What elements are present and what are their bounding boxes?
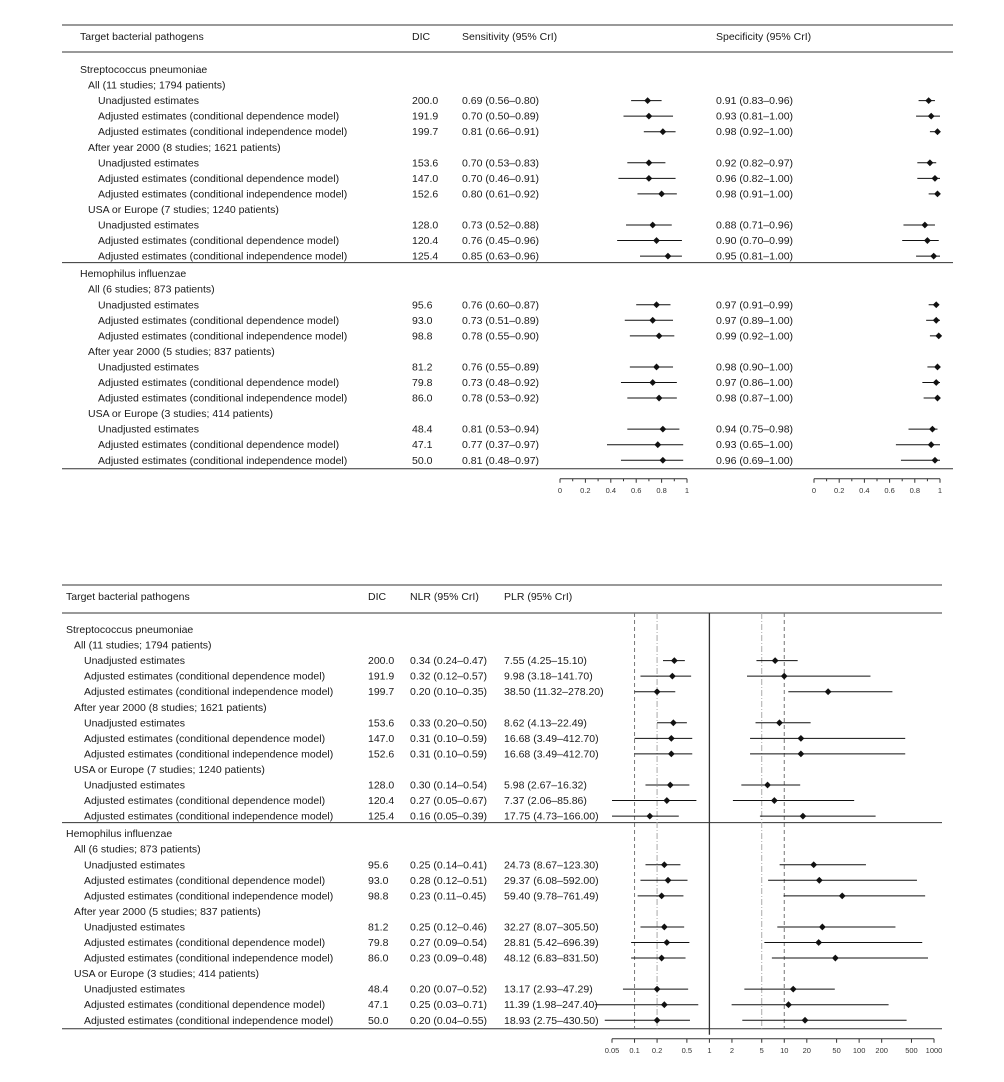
- row-estimate-2: 7.55 (4.25–15.10): [504, 655, 587, 668]
- row-dic: 98.8: [412, 330, 433, 343]
- row-label: Adjusted estimates (conditional independence model): [84, 748, 334, 761]
- row-dic: 152.6: [368, 748, 395, 761]
- subgroup-name: After year 2000 (8 studies; 1621 patients): [88, 141, 281, 154]
- row-estimate-1: 0.76 (0.60–0.87): [462, 299, 540, 312]
- point-estimate-2: [816, 877, 823, 884]
- subgroup-name: After year 2000 (5 studies; 837 patients): [88, 345, 275, 358]
- group-name: Hemophilus influenzae: [66, 828, 173, 841]
- row-estimate-1: 0.76 (0.45–0.96): [462, 235, 540, 248]
- axis-tick-label: 0.8: [656, 485, 667, 495]
- row-estimate-2: 0.95 (0.81–1.00): [716, 250, 794, 263]
- row-estimate-2: 17.75 (4.73–166.00): [504, 810, 599, 823]
- row-dic: 79.8: [368, 937, 389, 949]
- row-label: Adjusted estimates (conditional independence model): [98, 250, 348, 263]
- row-estimate-2: 0.98 (0.90–1.00): [716, 361, 794, 374]
- axis-tick-label: 0.5: [681, 1045, 693, 1055]
- subgroup-name: All (11 studies; 1794 patients): [88, 79, 226, 92]
- subgroup-name: After year 2000 (8 studies; 1621 patients): [74, 701, 267, 714]
- row-estimate-1: 0.20 (0.07–0.52): [410, 983, 488, 996]
- row-dic: 153.6: [412, 157, 439, 170]
- row-estimate-1: 0.20 (0.10–0.35): [410, 686, 488, 699]
- row-estimate-1: 0.73 (0.51–0.89): [462, 314, 540, 327]
- point-estimate-2: [927, 159, 934, 166]
- header-est1: NLR (95% CrI): [410, 591, 479, 603]
- row-estimate-1: 0.70 (0.46–0.91): [462, 172, 540, 185]
- row-estimate-2: 38.50 (11.32–278.20): [504, 686, 604, 699]
- row-estimate-2: 0.97 (0.86–1.00): [716, 377, 794, 389]
- point-estimate-2: [932, 175, 939, 182]
- row-estimate-1: 0.73 (0.52–0.88): [462, 219, 540, 232]
- row-dic: 86.0: [412, 392, 433, 405]
- point-estimate-2: [933, 317, 940, 324]
- row-label: Unadjusted estimates: [84, 983, 185, 996]
- row-estimate-2: 0.99 (0.92–1.00): [716, 330, 794, 343]
- row-estimate-2: 11.39 (1.98–247.40): [504, 999, 598, 1012]
- axis-tick-label: 0.2: [651, 1045, 663, 1055]
- row-label: Adjusted estimates (conditional independence model): [84, 686, 334, 699]
- row-estimate-2: 8.62 (4.13–22.49): [504, 717, 587, 730]
- row-label: Unadjusted estimates: [84, 779, 185, 792]
- row-estimate-2: 0.98 (0.91–1.00): [716, 188, 794, 201]
- point-estimate-1: [653, 364, 660, 371]
- header-dic: DIC: [368, 591, 387, 603]
- subgroup-name: All (6 studies; 873 patients): [88, 283, 215, 296]
- point-estimate-1: [654, 986, 661, 993]
- row-estimate-1: 0.69 (0.56–0.80): [462, 95, 540, 108]
- row-estimate-2: 0.94 (0.75–0.98): [716, 423, 794, 436]
- subgroup-name: After year 2000 (5 studies; 837 patients): [74, 905, 261, 918]
- row-dic: 50.0: [368, 1014, 389, 1027]
- point-estimate-1: [649, 317, 656, 324]
- row-estimate-2: 16.68 (3.49–412.70): [504, 732, 599, 745]
- axis-tick-label: 0.6: [884, 485, 895, 495]
- row-label: Unadjusted estimates: [84, 655, 185, 668]
- point-estimate-1: [661, 1001, 668, 1008]
- point-estimate-1: [665, 253, 672, 260]
- row-estimate-1: 0.73 (0.48–0.92): [462, 377, 540, 389]
- row-estimate-2: 48.12 (6.83–831.50): [504, 952, 599, 965]
- subgroup-name: USA or Europe (7 studies; 1240 patients): [88, 203, 279, 216]
- point-estimate-1: [654, 441, 661, 448]
- row-dic: 128.0: [368, 779, 395, 792]
- row-dic: 95.6: [368, 859, 389, 872]
- point-estimate-1: [659, 426, 666, 433]
- row-estimate-2: 13.17 (2.93–47.29): [504, 983, 593, 996]
- row-label: Adjusted estimates (conditional dependence model): [98, 314, 340, 327]
- point-estimate-1: [646, 813, 653, 820]
- row-dic: 125.4: [368, 810, 395, 823]
- row-dic: 200.0: [368, 655, 395, 668]
- row-estimate-1: 0.77 (0.37–0.97): [462, 439, 540, 452]
- point-estimate-2: [832, 955, 839, 962]
- row-estimate-2: 18.93 (2.75–430.50): [504, 1014, 599, 1027]
- forest-plot-1: [62, 25, 953, 495]
- row-label: Adjusted estimates (conditional independence model): [98, 126, 348, 139]
- row-label: Unadjusted estimates: [98, 219, 199, 232]
- row-label: Adjusted estimates (conditional dependence model): [84, 874, 326, 887]
- point-estimate-2: [934, 191, 941, 198]
- row-dic: 98.8: [368, 890, 389, 903]
- point-estimate-2: [924, 237, 931, 244]
- row-label: Unadjusted estimates: [98, 299, 199, 312]
- axis-tick-label: 2: [729, 1045, 735, 1055]
- row-dic: 120.4: [412, 235, 439, 248]
- row-label: Adjusted estimates (conditional independence model): [84, 952, 334, 965]
- axis-tick-label: 1: [707, 1045, 712, 1055]
- row-label: Adjusted estimates (conditional dependence model): [84, 795, 326, 808]
- row-estimate-1: 0.78 (0.55–0.90): [462, 330, 540, 343]
- row-dic: 120.4: [368, 795, 395, 808]
- point-estimate-1: [646, 159, 653, 166]
- axis-tick-label: 0: [557, 485, 563, 495]
- row-dic: 147.0: [412, 172, 439, 185]
- row-dic: 147.0: [368, 732, 395, 745]
- point-estimate-1: [654, 1017, 661, 1024]
- axis-tick-label: 1: [937, 485, 943, 495]
- header-label: Target bacterial pathogens: [80, 31, 204, 43]
- row-dic: 81.2: [368, 921, 389, 934]
- point-estimate-2: [772, 657, 779, 664]
- row-label: Adjusted estimates (conditional dependence model): [84, 999, 326, 1012]
- point-estimate-2: [798, 751, 805, 758]
- group-name: Streptococcus pneumoniae: [80, 64, 208, 76]
- point-estimate-2: [815, 939, 822, 946]
- row-label: Adjusted estimates (conditional independence model): [84, 810, 334, 823]
- row-dic: 128.0: [412, 219, 439, 232]
- row-estimate-1: 0.27 (0.05–0.67): [410, 795, 488, 808]
- row-estimate-1: 0.34 (0.24–0.47): [410, 655, 488, 668]
- row-estimate-1: 0.31 (0.10–0.59): [410, 732, 488, 745]
- header-est1: Sensitivity (95% CrI): [462, 31, 558, 43]
- row-estimate-2: 9.98 (3.18–141.70): [504, 670, 593, 683]
- row-estimate-2: 29.37 (6.08–592.00): [504, 874, 599, 887]
- point-estimate-2: [930, 253, 937, 260]
- row-dic: 93.0: [412, 314, 433, 327]
- point-estimate-1: [653, 301, 660, 308]
- subgroup-name: USA or Europe (7 studies; 1240 patients): [74, 763, 265, 776]
- axis-tick-label: 10: [780, 1045, 789, 1055]
- row-estimate-1: 0.78 (0.53–0.92): [462, 392, 540, 405]
- point-estimate-2: [839, 892, 846, 899]
- axis-tick-label: 0: [811, 485, 817, 495]
- row-label: Unadjusted estimates: [98, 157, 199, 170]
- point-estimate-1: [663, 939, 670, 946]
- row-dic: 95.6: [412, 299, 433, 312]
- point-estimate-1: [646, 113, 653, 120]
- header-est2: Specificity (95% CrI): [716, 31, 812, 43]
- point-estimate-2: [928, 113, 935, 120]
- point-estimate-1: [658, 191, 665, 198]
- axis-tick-label: 0.6: [630, 485, 642, 495]
- row-estimate-1: 0.32 (0.12–0.57): [410, 670, 488, 683]
- row-label: Unadjusted estimates: [98, 423, 199, 436]
- row-dic: 48.4: [412, 423, 433, 436]
- group-name: Streptococcus pneumoniae: [66, 624, 194, 636]
- x-axis-sensitivity: [558, 479, 689, 495]
- axis-tick-label: 0.4: [605, 485, 617, 495]
- row-label: Adjusted estimates (conditional dependence model): [84, 732, 326, 745]
- row-estimate-2: 0.97 (0.91–0.99): [716, 299, 794, 312]
- axis-tick-label: 1: [684, 485, 690, 495]
- point-estimate-2: [798, 735, 805, 742]
- row-dic: 191.9: [368, 670, 395, 683]
- point-estimate-2: [935, 332, 942, 339]
- axis-tick-label: 0.05: [604, 1045, 620, 1055]
- axis-tick-label: 50: [832, 1045, 841, 1055]
- axis-tick-label: 0.1: [629, 1045, 640, 1055]
- subgroup-name: All (6 studies; 873 patients): [74, 843, 201, 856]
- row-estimate-2: 0.96 (0.82–1.00): [716, 172, 794, 185]
- row-estimate-1: 0.23 (0.11–0.45): [410, 890, 487, 903]
- forest-plot-2: [62, 585, 942, 1055]
- axis-tick-label: 200: [875, 1045, 888, 1055]
- row-label: Unadjusted estimates: [98, 95, 199, 108]
- row-estimate-2: 59.40 (9.78–761.49): [504, 890, 599, 903]
- point-estimate-2: [785, 1001, 792, 1008]
- row-estimate-1: 0.81 (0.48–0.97): [462, 454, 540, 467]
- row-estimate-2: 16.68 (3.49–412.70): [504, 748, 599, 761]
- point-estimate-1: [668, 751, 675, 758]
- header-est2: PLR (95% CrI): [504, 591, 573, 603]
- point-estimate-1: [669, 673, 676, 680]
- row-label: Adjusted estimates (conditional dependence model): [98, 235, 340, 248]
- point-estimate-1: [661, 861, 668, 868]
- point-estimate-1: [670, 719, 677, 726]
- row-label: Adjusted estimates (conditional independence model): [98, 330, 348, 343]
- point-estimate-1: [661, 924, 668, 931]
- point-estimate-1: [658, 955, 665, 962]
- axis-tick-label: 20: [802, 1045, 811, 1055]
- row-estimate-1: 0.76 (0.55–0.89): [462, 361, 540, 374]
- row-dic: 200.0: [412, 95, 439, 108]
- point-estimate-2: [776, 719, 783, 726]
- point-estimate-2: [933, 379, 940, 386]
- row-estimate-1: 0.28 (0.12–0.51): [410, 874, 488, 887]
- row-label: Adjusted estimates (conditional dependence model): [84, 670, 326, 683]
- point-estimate-2: [771, 797, 778, 804]
- point-estimate-1: [653, 237, 660, 244]
- axis-tick-label: 0.2: [833, 485, 845, 495]
- row-estimate-1: 0.85 (0.63–0.96): [462, 250, 540, 263]
- axis-tick-label: 1000: [925, 1045, 943, 1055]
- row-estimate-2: 32.27 (8.07–305.50): [504, 921, 599, 934]
- row-label: Unadjusted estimates: [84, 717, 185, 730]
- point-estimate-1: [646, 175, 653, 182]
- point-estimate-2: [921, 222, 928, 229]
- row-dic: 79.8: [412, 377, 433, 389]
- point-estimate-1: [656, 332, 663, 339]
- row-dic: 48.4: [368, 983, 389, 996]
- row-estimate-1: 0.25 (0.03–0.71): [410, 999, 488, 1012]
- x-axis-specificity: [812, 479, 942, 495]
- row-estimate-1: 0.31 (0.10–0.59): [410, 748, 488, 761]
- point-estimate-1: [667, 782, 674, 789]
- row-dic: 47.1: [368, 999, 389, 1012]
- row-estimate-1: 0.20 (0.04–0.55): [410, 1014, 488, 1027]
- point-estimate-2: [934, 364, 941, 371]
- point-estimate-2: [934, 128, 941, 135]
- point-estimate-2: [928, 441, 935, 448]
- row-estimate-1: 0.25 (0.12–0.46): [410, 921, 488, 934]
- row-label: Adjusted estimates (conditional dependence model): [84, 937, 326, 949]
- row-label: Adjusted estimates (conditional independence model): [98, 454, 348, 467]
- point-estimate-1: [659, 457, 666, 464]
- group-name: Hemophilus influenzae: [80, 268, 187, 281]
- row-estimate-1: 0.81 (0.66–0.91): [462, 126, 540, 139]
- subgroup-name: USA or Europe (3 studies; 414 patients): [74, 968, 260, 981]
- row-label: Unadjusted estimates: [84, 921, 185, 934]
- row-dic: 153.6: [368, 717, 395, 730]
- row-dic: 191.9: [412, 110, 439, 123]
- row-estimate-2: 0.98 (0.87–1.00): [716, 392, 794, 405]
- row-dic: 47.1: [412, 439, 433, 452]
- row-estimate-1: 0.70 (0.50–0.89): [462, 110, 540, 123]
- axis-tick-label: 0.4: [859, 485, 870, 495]
- point-estimate-2: [929, 426, 936, 433]
- point-estimate-2: [800, 813, 807, 820]
- row-estimate-1: 0.27 (0.09–0.54): [410, 937, 488, 949]
- point-estimate-2: [932, 457, 939, 464]
- point-estimate-1: [644, 97, 651, 104]
- row-estimate-2: 0.96 (0.69–1.00): [716, 454, 794, 467]
- point-estimate-2: [933, 301, 940, 308]
- row-dic: 199.7: [412, 126, 439, 139]
- row-label: Adjusted estimates (conditional independence model): [98, 392, 348, 405]
- point-estimate-2: [764, 782, 771, 789]
- point-estimate-1: [668, 735, 675, 742]
- point-estimate-1: [649, 379, 656, 386]
- row-label: Adjusted estimates (conditional dependence model): [98, 377, 340, 389]
- row-label: Adjusted estimates (conditional independence model): [84, 890, 334, 903]
- axis-tick-label: 500: [905, 1045, 918, 1055]
- row-dic: 50.0: [412, 454, 433, 467]
- row-dic: 199.7: [368, 686, 395, 699]
- row-estimate-1: 0.80 (0.61–0.92): [462, 188, 540, 201]
- point-estimate-2: [781, 673, 788, 680]
- row-estimate-2: 5.98 (2.67–16.32): [504, 779, 587, 792]
- point-estimate-1: [658, 892, 665, 899]
- point-estimate-2: [825, 688, 832, 695]
- row-label: Adjusted estimates (conditional independence model): [84, 1014, 334, 1027]
- row-label: Adjusted estimates (conditional dependence model): [98, 439, 340, 452]
- point-estimate-1: [659, 128, 666, 135]
- row-dic: 86.0: [368, 952, 389, 965]
- subgroup-name: USA or Europe (3 studies; 414 patients): [88, 408, 274, 421]
- row-estimate-2: 24.73 (8.67–123.30): [504, 859, 599, 872]
- subgroup-name: All (11 studies; 1794 patients): [74, 639, 212, 652]
- point-estimate-2: [790, 986, 797, 993]
- row-estimate-1: 0.70 (0.53–0.83): [462, 157, 540, 170]
- row-label: Unadjusted estimates: [84, 859, 185, 872]
- row-estimate-2: 0.97 (0.89–1.00): [716, 314, 794, 327]
- row-estimate-2: 0.93 (0.65–1.00): [716, 439, 794, 452]
- axis-tick-label: 0.8: [909, 485, 921, 495]
- row-estimate-2: 0.98 (0.92–1.00): [716, 126, 794, 139]
- row-estimate-1: 0.23 (0.09–0.48): [410, 952, 488, 965]
- point-estimate-1: [665, 877, 672, 884]
- row-dic: 93.0: [368, 874, 389, 887]
- row-label: Unadjusted estimates: [98, 361, 199, 374]
- row-estimate-2: 0.88 (0.71–0.96): [716, 219, 794, 232]
- point-estimate-2: [934, 395, 941, 402]
- row-dic: 81.2: [412, 361, 433, 374]
- point-estimate-1: [654, 688, 661, 695]
- point-estimate-2: [810, 861, 817, 868]
- row-estimate-2: 7.37 (2.06–85.86): [504, 795, 587, 808]
- row-dic: 152.6: [412, 188, 439, 201]
- row-estimate-2: 0.93 (0.81–1.00): [716, 110, 794, 123]
- row-estimate-1: 0.16 (0.05–0.39): [410, 810, 488, 823]
- row-estimate-1: 0.30 (0.14–0.54): [410, 779, 488, 792]
- row-estimate-2: 0.90 (0.70–0.99): [716, 235, 794, 248]
- point-estimate-2: [925, 97, 932, 104]
- header-dic: DIC: [412, 31, 431, 43]
- axis-tick-label: 5: [759, 1045, 764, 1055]
- row-estimate-1: 0.33 (0.20–0.50): [410, 717, 488, 730]
- point-estimate-2: [819, 924, 826, 931]
- row-label: Adjusted estimates (conditional independence model): [98, 188, 348, 201]
- row-label: Adjusted estimates (conditional dependence model): [98, 172, 340, 185]
- row-estimate-2: 0.92 (0.82–0.97): [716, 157, 794, 170]
- point-estimate-1: [649, 222, 656, 229]
- x-axis: [605, 1039, 943, 1055]
- row-dic: 125.4: [412, 250, 439, 263]
- row-estimate-2: 0.91 (0.83–0.96): [716, 95, 794, 108]
- row-estimate-1: 0.81 (0.53–0.94): [462, 423, 540, 436]
- row-estimate-2: 28.81 (5.42–696.39): [504, 937, 599, 949]
- point-estimate-2: [802, 1017, 809, 1024]
- point-estimate-1: [656, 395, 663, 402]
- row-label: Adjusted estimates (conditional dependence model): [98, 110, 340, 123]
- row-estimate-1: 0.25 (0.14–0.41): [410, 859, 488, 872]
- point-estimate-1: [663, 797, 670, 804]
- axis-tick-label: 0.2: [580, 485, 591, 495]
- header-label: Target bacterial pathogens: [66, 591, 190, 603]
- axis-tick-label: 100: [852, 1045, 866, 1055]
- point-estimate-1: [671, 657, 678, 664]
